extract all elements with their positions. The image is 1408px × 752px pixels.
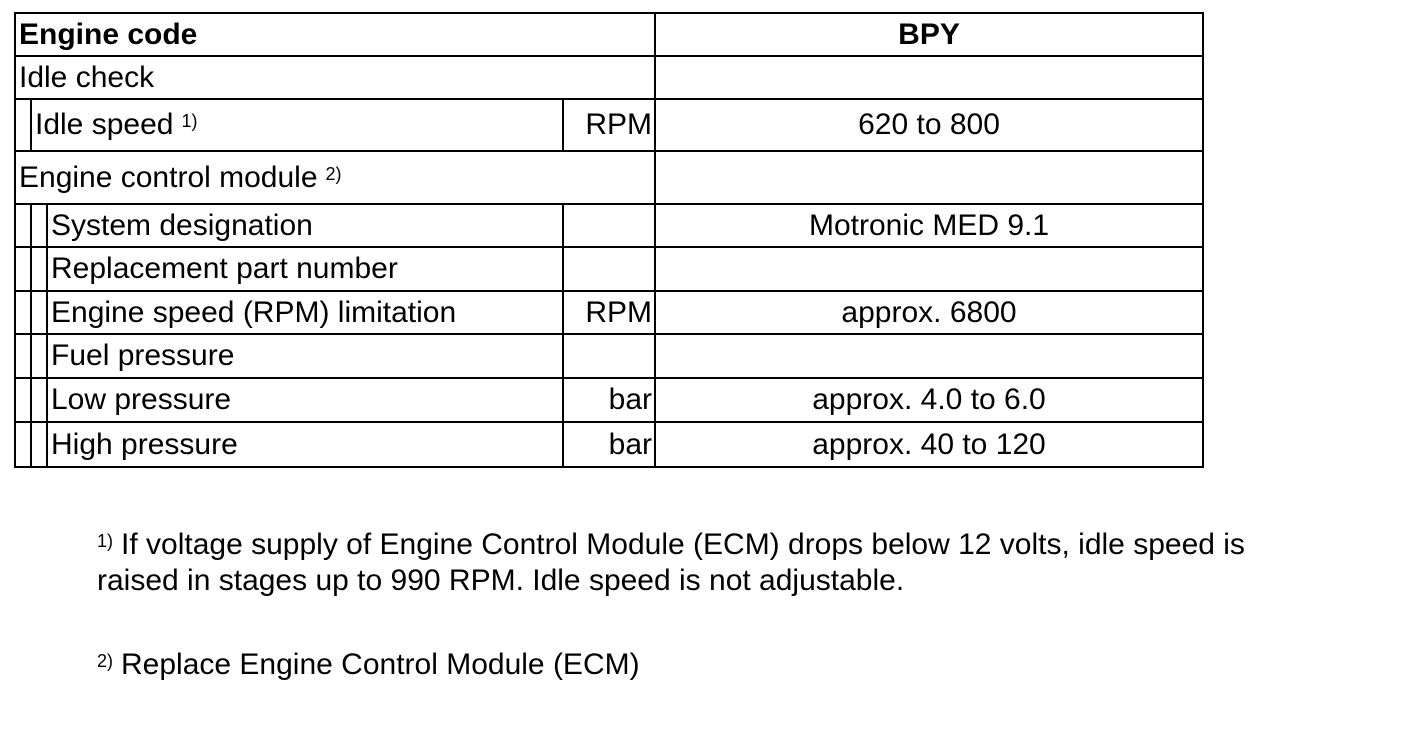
- row-label: Engine control module: [19, 160, 318, 194]
- row-label-cell: [16, 423, 656, 466]
- table-row: [16, 57, 1202, 100]
- row-value: approx. 4.0 to 6.0: [812, 383, 1046, 416]
- table-row: [16, 292, 1202, 335]
- table-row: [16, 152, 1202, 205]
- specifications-table: [14, 12, 1204, 468]
- row-label: Engine speed (RPM) limitation: [51, 295, 457, 329]
- table-row: [16, 248, 1202, 292]
- indent-bar: [32, 423, 48, 466]
- row-label-cell: [16, 152, 656, 203]
- footnote-text-line1: Replace Engine Control Module (ECM): [121, 648, 640, 681]
- indent-bar: [16, 100, 32, 150]
- row-label-cell: [16, 379, 656, 421]
- footnotes: [97, 527, 1397, 683]
- table-row: [16, 335, 1202, 379]
- row-unit: RPM: [562, 100, 654, 150]
- footnote-text-line2: raised in stages up to 990 RPM. Idle speed is not adjustable.: [97, 564, 905, 597]
- row-label: Replacement part number: [51, 252, 398, 285]
- footnote-text-line1: If voltage supply of Engine Control Module (ECM) drops below 12 volts, idle speed is: [121, 528, 1245, 561]
- engine-code-value: BPY: [898, 17, 960, 51]
- row-label-cell: [16, 248, 656, 290]
- row-label: Idle speed: [35, 108, 174, 141]
- row-value: [656, 57, 1202, 98]
- row-label: Fuel pressure: [51, 339, 235, 372]
- row-value: Motronic MED 9.1: [808, 208, 1050, 242]
- row-value: [656, 248, 1202, 290]
- row-label: System designation: [51, 208, 313, 242]
- row-unit: [562, 335, 654, 377]
- row-unit: RPM: [562, 292, 654, 333]
- row-label: Idle check: [19, 60, 155, 94]
- row-value: 620 to 800: [858, 108, 1000, 141]
- row-label: Low pressure: [51, 383, 232, 416]
- row-label-cell: [16, 292, 656, 333]
- footnote-1: [97, 527, 1397, 599]
- header-label-cell: [16, 14, 656, 55]
- indent-bar: [16, 423, 32, 466]
- indent-bar: [16, 248, 32, 290]
- indent-bar: [32, 335, 48, 377]
- row-label-cell: [16, 100, 656, 150]
- engine-code-label: Engine code: [19, 17, 198, 51]
- row-label-cell: [16, 205, 656, 246]
- footnote-marker: 1): [97, 531, 114, 551]
- indent-bar: [16, 205, 32, 246]
- row-unit: bar: [562, 423, 654, 466]
- row-unit: [562, 205, 654, 246]
- row-value: approx. 6800: [841, 295, 1017, 329]
- indent-bar: [16, 335, 32, 377]
- row-label-cell: [16, 335, 656, 377]
- indent-bar: [32, 205, 48, 246]
- footnote-2: [97, 647, 1397, 683]
- table-header-row: [16, 14, 1202, 57]
- row-label-cell: [16, 57, 656, 98]
- row-value: [656, 152, 1202, 203]
- indent-bar: [32, 292, 48, 333]
- row-label: High pressure: [51, 427, 238, 461]
- table-row: [16, 423, 1202, 466]
- row-label-wrap: [32, 100, 562, 150]
- row-value: [656, 335, 1202, 377]
- footnote-marker: 2): [97, 651, 114, 671]
- row-unit: bar: [562, 379, 654, 421]
- footnote-marker: 2): [325, 163, 342, 184]
- table-row: [16, 100, 1202, 152]
- row-label-wrap: [16, 152, 654, 203]
- indent-bar: [16, 292, 32, 333]
- indent-bar: [16, 379, 32, 421]
- indent-bar: [32, 248, 48, 290]
- table-row: [16, 205, 1202, 248]
- footnote-marker: 1): [181, 111, 198, 131]
- row-unit: [562, 248, 654, 290]
- row-value: approx. 40 to 120: [812, 427, 1046, 461]
- table-row: [16, 379, 1202, 423]
- indent-bar: [32, 379, 48, 421]
